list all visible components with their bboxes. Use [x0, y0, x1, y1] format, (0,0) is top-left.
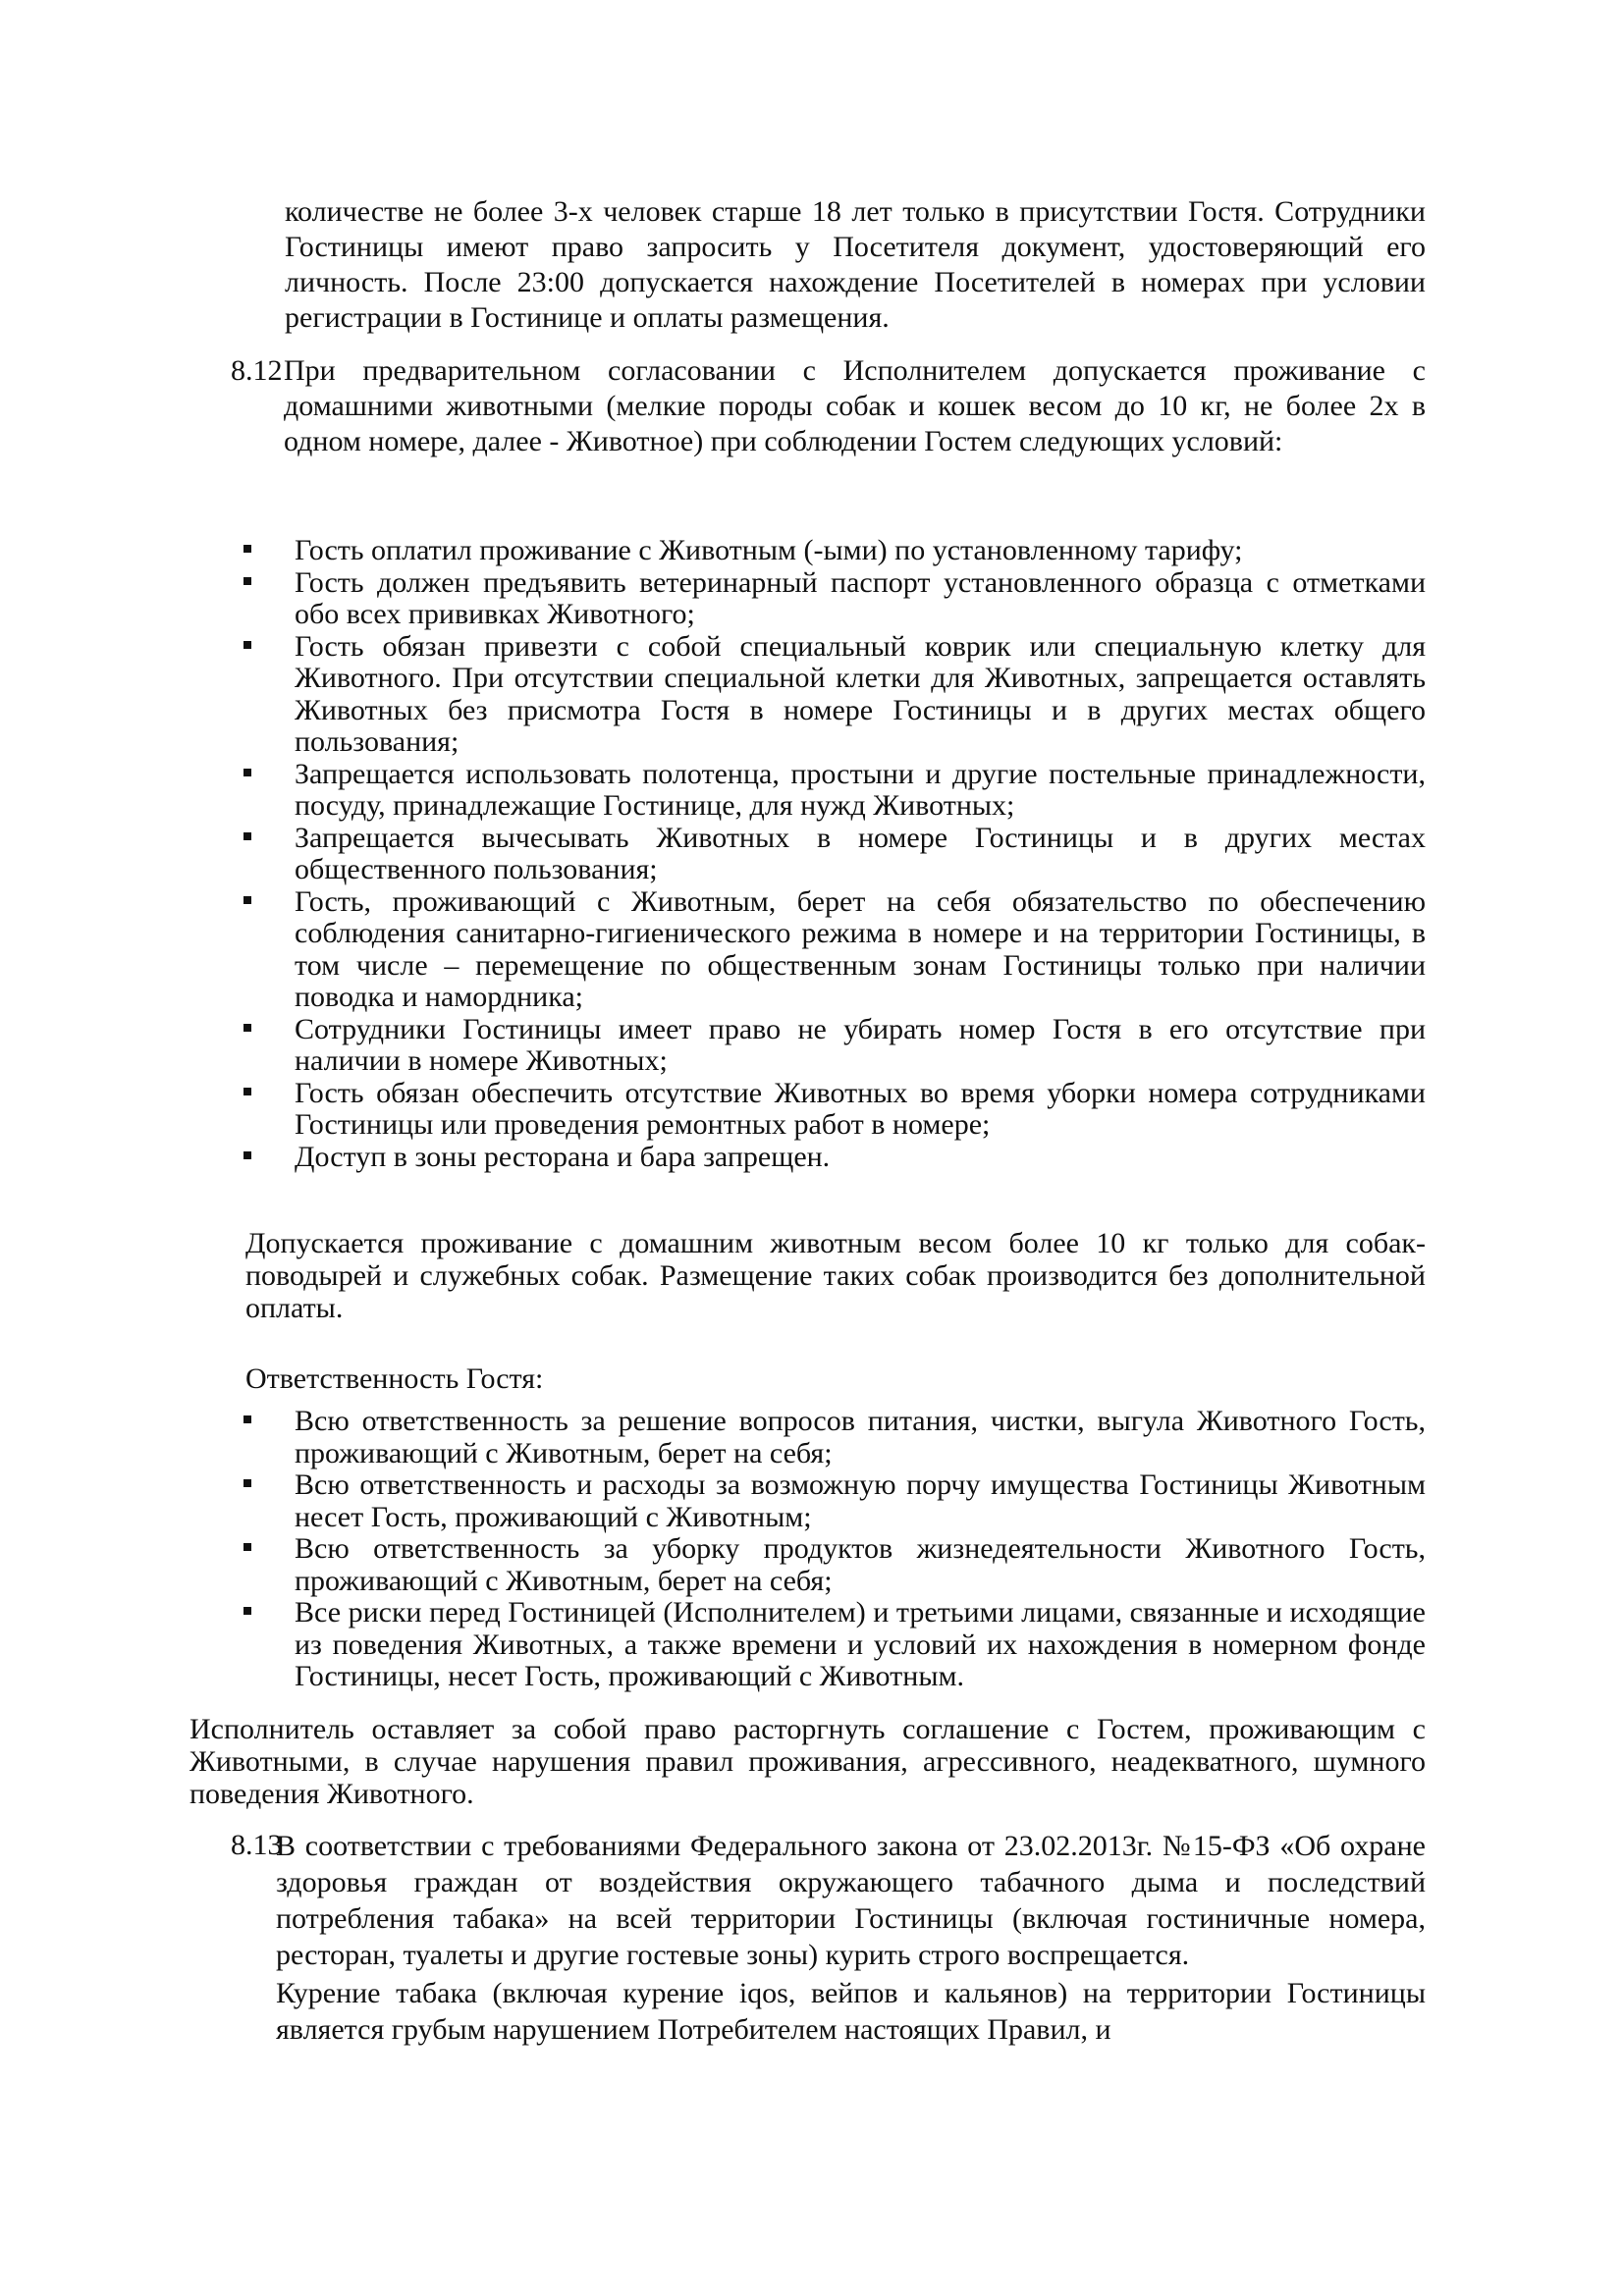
bullet-icon: [243, 1151, 251, 1159]
bullet-icon: [243, 896, 251, 904]
list-item: Всю ответственность и расходы за возможную порчу имущества Гостиницы Животным несет Гость, проживающий с Животным;: [241, 1469, 1426, 1533]
list-item: Всю ответственность за решение вопросов питания, чистки, выгула Животного Гость, проживающий с Животным, берет на себя;: [241, 1406, 1426, 1469]
clause-text: При предварительном согласовании с Исполнителем допускается проживание с домашними животными (мелкие породы собак и кошек весом до 10 кг, не более 2х в одном номере, далее - Животное) при соблюдении Гостем следующих условий:: [284, 354, 1426, 457]
list-item: Запрещается вычесывать Животных в номере Гостиницы и в других местах общественного пользования;: [241, 823, 1426, 886]
list-item: Все риски перед Гостиницей (Исполнителем) и третьими лицами, связанные и исходящие из поведения Животных, а также времени и условий их нахождения в номерном фонде Гостиницы, несет Гость, проживающий с Животным.: [241, 1597, 1426, 1693]
list-item: Гость, проживающий с Животным, берет на себя обязательство по обеспечению соблюдения санитарно-гигиенического режима в номере и на территории Гостиницы, в том числе – перемещение по общественным зонам Гостиницы только при наличии поводка и намордника;: [241, 886, 1426, 1014]
bullet-icon: [243, 1543, 251, 1551]
list-item: Всю ответственность за уборку продуктов жизнедеятельности Животного Гость, проживающий с Животным, берет на себя;: [241, 1533, 1426, 1597]
intro-paragraph: количестве не более 3-х человек старше 18 лет только в присутствии Гостя. Сотрудники Гостиницы имеют право запросить у Посетителя документ, удостоверяющий его личность. После 23:00 допускается нахождение Посетителей в номерах при условии регистрации в Гостинице и оплаты размещения.: [285, 195, 1426, 334]
list-item: Сотрудники Гостиницы имеет право не убирать номер Гостя в его отсутствие при наличии в номере Животных;: [241, 1014, 1426, 1078]
clause-text: В соответствии с требованиями Федерального закона от 23.02.2013г. №15-ФЗ «Об охране здоровья граждан от воздействия окружающего табачного дыма и последствий потребления табака» на всей территории Гостиницы (включая гостиничные номера, ресторан, туалеты и другие гостевые зоны) курить строго воспрещается.: [276, 1830, 1426, 1971]
responsibilities-list: [241, 1406, 1426, 1693]
bullet-icon: [243, 1024, 251, 1032]
list-item: Гость обязан обеспечить отсутствие Животных во время уборки номера сотрудниками Гостиницы или проведения ремонтных работ в номере;: [241, 1078, 1426, 1142]
bullet-icon: [243, 545, 251, 553]
list-item: Гость оплатил проживание с Животным (-ыми) по установленному тарифу;: [241, 535, 1426, 567]
responsibility-heading: Ответственность Гостя:: [245, 1362, 544, 1395]
bullet-icon: [243, 1479, 251, 1487]
bullet-icon: [243, 769, 251, 776]
list-item: Гость обязан привезти с собой специальный коврик или специальную клетку для Животного. При отсутствии специальной клетки для Животных, запрещается оставлять Животных без присмотра Гостя в номере Гостиницы и в других местах общего пользования;: [241, 631, 1426, 759]
clause-number: 8.13: [231, 1829, 283, 1861]
clause-continuation: Курение табака (включая курение iqos, вейпов и кальянов) на территории Гостиницы является грубым нарушением Потребителем настоящих Правил, и: [276, 1977, 1426, 2046]
list-item: Доступ в зоны ресторана и бара запрещен.: [241, 1142, 1426, 1174]
bullet-icon: [243, 641, 251, 649]
bullet-icon: [243, 1088, 251, 1095]
bullet-icon: [243, 832, 251, 840]
list-item: Гость должен предъявить ветеринарный паспорт установленного образца с отметками обо всех прививках Животного;: [241, 567, 1426, 631]
clause-8-13: [231, 1828, 1426, 2048]
conditions-list: [241, 535, 1426, 1173]
list-item: Запрещается использовать полотенца, простыни и другие постельные принадлежности, посуду, принадлежащие Гостинице, для нужд Животных;: [241, 759, 1426, 823]
bullet-icon: [243, 1607, 251, 1615]
clause-number: 8.12: [231, 354, 283, 387]
bullet-icon: [243, 1415, 251, 1423]
guide-dogs-paragraph: Допускается проживание с домашним животным весом более 10 кг только для собак-поводырей и служебных собак. Размещение таких собак производится без дополнительной оплаты.: [245, 1227, 1426, 1324]
termination-paragraph: Исполнитель оставляет за собой право расторгнуть соглашение с Гостем, проживающим с Животными, в случае нарушения правил проживания, агрессивного, неадекватного, шумного поведения Животного.: [189, 1713, 1426, 1810]
bullet-icon: [243, 577, 251, 585]
clause-8-12: [231, 353, 1426, 459]
